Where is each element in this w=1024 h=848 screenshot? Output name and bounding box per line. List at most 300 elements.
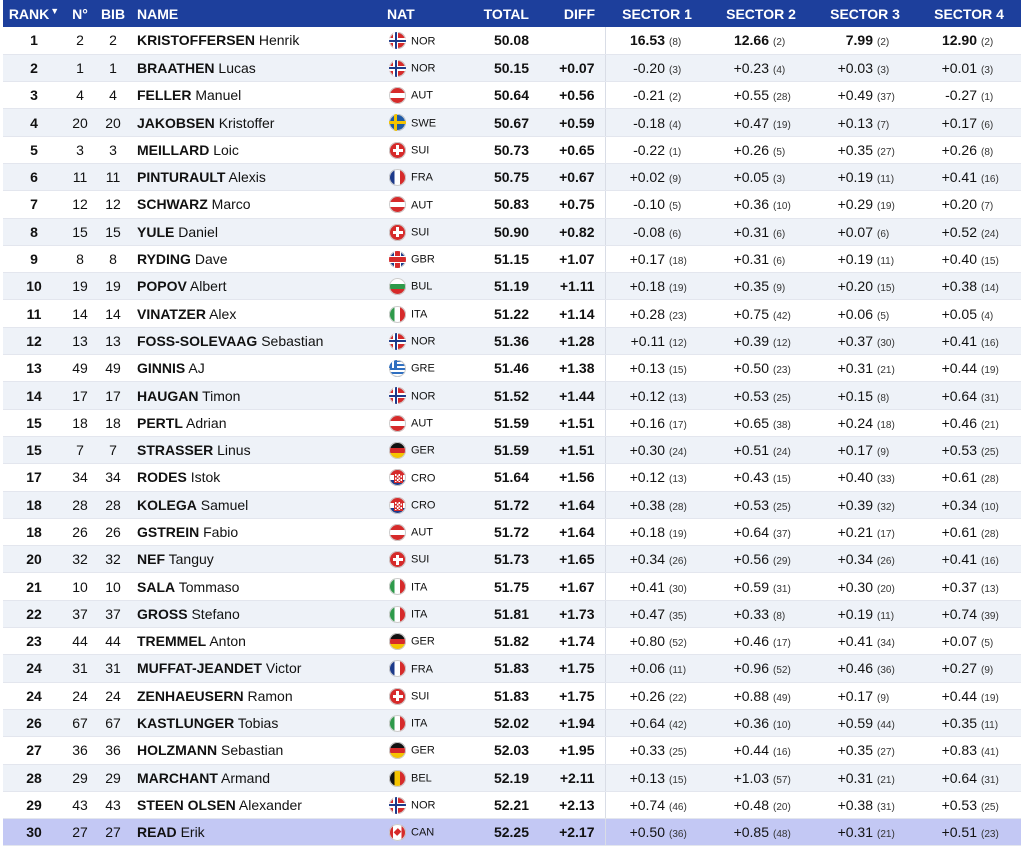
sector-3-cell [813, 436, 917, 463]
sector-3-cell [813, 573, 917, 600]
sector-3-cell [813, 737, 917, 764]
athlete-first-name: Sebastian [221, 742, 284, 759]
athlete-last-name: READ [137, 824, 177, 841]
athlete-name-cell[interactable] [131, 546, 387, 573]
sector-time: +0.39 [837, 496, 873, 513]
sector-position: (1) [669, 146, 682, 158]
nation-code: FRA [411, 171, 433, 184]
athlete-name-cell[interactable] [131, 109, 387, 136]
bul-flag-icon [389, 278, 406, 295]
sector-3-cell [813, 518, 917, 545]
nation-code: NOR [411, 335, 436, 348]
athlete-first-name: Anton [209, 633, 246, 650]
sector-time: +0.46 [837, 660, 873, 677]
sector-2-cell [709, 628, 813, 655]
bib-cell: 27 [95, 819, 131, 846]
sector-3-cell [813, 628, 917, 655]
athlete-name-cell[interactable] [131, 600, 387, 627]
table-row[interactable] [3, 355, 1021, 382]
table-row[interactable] [3, 546, 1021, 573]
sector-position: (12) [773, 337, 791, 349]
col-no[interactable]: N° [72, 5, 88, 22]
bib-cell: 3 [95, 136, 131, 163]
sector-3-cell [813, 409, 917, 436]
sector-4-cell [917, 819, 1021, 846]
sector-time: +0.53 [733, 496, 769, 513]
sector-position: (36) [877, 665, 895, 677]
sector-time: -0.21 [633, 87, 665, 104]
sector-time: +0.41 [941, 169, 977, 186]
total-time-cell: 50.15 [467, 54, 541, 81]
rank-cell: 18 [3, 518, 65, 545]
sector-position: (28) [669, 501, 687, 513]
col-sector-4[interactable]: SECTOR 4 [934, 5, 1004, 22]
number-cell: 26 [65, 518, 95, 545]
col-sector-3[interactable]: SECTOR 3 [830, 5, 900, 22]
sector-time: +0.52 [941, 223, 977, 240]
table-row[interactable] [3, 573, 1021, 600]
sector-time: +0.31 [733, 251, 769, 268]
sector-time: +0.88 [733, 687, 769, 704]
sector-4-cell [917, 218, 1021, 245]
diff-cell: +0.59 [541, 109, 605, 136]
sector-position: (11) [981, 720, 999, 732]
sector-1-cell [605, 518, 709, 545]
rank-cell: 15 [3, 409, 65, 436]
sector-time: +0.59 [837, 715, 873, 732]
diff-cell: +0.82 [541, 218, 605, 245]
athlete-name-cell[interactable] [131, 300, 387, 327]
diff-cell: +0.65 [541, 136, 605, 163]
table-row[interactable] [3, 245, 1021, 272]
athlete-first-name: Ramon [247, 687, 293, 704]
table-row[interactable] [3, 54, 1021, 81]
athlete-last-name: YULE [137, 223, 175, 240]
nation-cell [387, 382, 467, 409]
table-row[interactable] [3, 464, 1021, 491]
athlete-name-cell[interactable] [131, 573, 387, 600]
sector-time: +0.24 [837, 414, 873, 431]
sector-1-cell [605, 573, 709, 600]
athlete-name-cell[interactable] [131, 464, 387, 491]
number-cell: 49 [65, 355, 95, 382]
sector-position: (25) [669, 747, 687, 759]
sector-3-cell [813, 136, 917, 163]
sector-1-cell [605, 791, 709, 818]
sector-1-cell [605, 546, 709, 573]
athlete-first-name: Marco [211, 196, 251, 213]
sector-4-cell [917, 273, 1021, 300]
total-time-cell: 50.73 [467, 136, 541, 163]
nor-flag-icon [389, 32, 406, 49]
bib-cell: 37 [95, 600, 131, 627]
sector-position: (18) [877, 419, 895, 431]
sector-time: -0.20 [633, 59, 665, 76]
athlete-name-cell[interactable] [131, 355, 387, 382]
sector-position: (14) [981, 283, 999, 295]
athlete-first-name: Fabio [203, 523, 239, 540]
sector-position: (8) [981, 146, 994, 158]
athlete-last-name: RYDING [137, 251, 191, 268]
athlete-last-name: FOSS-SOLEVAAG [137, 332, 258, 349]
diff-cell: +1.56 [541, 464, 605, 491]
rank-cell: 18 [3, 491, 65, 518]
athlete-name-cell[interactable] [131, 191, 387, 218]
nation-cell [387, 109, 467, 136]
sector-time: +0.80 [629, 633, 665, 650]
table-row[interactable] [3, 27, 1021, 54]
sector-3-cell [813, 218, 917, 245]
athlete-name-cell[interactable] [131, 82, 387, 109]
bib-cell: 44 [95, 628, 131, 655]
athlete-name-cell[interactable] [131, 764, 387, 791]
athlete-name-cell[interactable] [131, 136, 387, 163]
table-row[interactable] [3, 109, 1021, 136]
athlete-first-name: Dave [194, 251, 228, 268]
nation-code: SUI [411, 226, 430, 239]
sector-3-cell [813, 764, 917, 791]
sector-position: (19) [669, 283, 687, 295]
sector-time: +0.20 [837, 278, 873, 295]
total-time-cell: 51.22 [467, 300, 541, 327]
diff-cell: +1.64 [541, 491, 605, 518]
sector-4-cell [917, 300, 1021, 327]
table-row[interactable] [3, 655, 1021, 682]
sector-time: -0.10 [633, 196, 665, 213]
sector-1-cell [605, 109, 709, 136]
table-row[interactable] [3, 436, 1021, 463]
nor-flag-icon [389, 333, 406, 350]
sector-time: +0.07 [837, 223, 873, 240]
sector-time: +0.26 [629, 687, 665, 704]
nation-code: NOR [411, 389, 436, 402]
athlete-name-cell[interactable] [131, 327, 387, 354]
bib-cell: 13 [95, 327, 131, 354]
nation-code: BEL [411, 772, 432, 785]
diff-cell: +1.67 [541, 573, 605, 600]
sector-time: +0.31 [837, 360, 873, 377]
total-time-cell: 50.83 [467, 191, 541, 218]
sector-1-cell [605, 300, 709, 327]
sector-3-cell [813, 655, 917, 682]
sector-4-cell [917, 491, 1021, 518]
sector-position: (41) [981, 747, 999, 759]
sector-3-cell [813, 819, 917, 846]
sector-time: +0.46 [941, 414, 977, 431]
athlete-name-cell[interactable] [131, 709, 387, 736]
table-row[interactable] [3, 764, 1021, 791]
ita-flag-icon [389, 606, 406, 623]
sector-1-cell [605, 819, 709, 846]
sort-down-icon[interactable]: ▼ [50, 5, 60, 16]
sector-2-cell [709, 491, 813, 518]
athlete-name-cell[interactable] [131, 518, 387, 545]
athlete-last-name: JAKOBSEN [137, 114, 215, 131]
athlete-name-cell[interactable] [131, 163, 387, 190]
athlete-name-cell[interactable] [131, 791, 387, 818]
diff-cell [541, 27, 605, 54]
number-cell: 12 [65, 191, 95, 218]
sector-time: +0.61 [941, 469, 977, 486]
sector-time: +0.56 [733, 551, 769, 568]
col-diff[interactable]: DIFF [563, 5, 595, 22]
sector-1-cell [605, 655, 709, 682]
table-row[interactable] [3, 163, 1021, 190]
total-time-cell: 51.36 [467, 327, 541, 354]
sector-1-cell [605, 245, 709, 272]
sector-position: (9) [773, 283, 786, 295]
rank-cell: 27 [3, 737, 65, 764]
bib-cell: 43 [95, 791, 131, 818]
sector-4-cell [917, 518, 1021, 545]
sector-position: (6) [669, 228, 682, 240]
col-bib[interactable]: BIB [100, 5, 126, 22]
total-time-cell: 51.72 [467, 518, 541, 545]
total-time-cell: 51.46 [467, 355, 541, 382]
col-sector-2[interactable]: SECTOR 2 [726, 5, 796, 22]
athlete-first-name: Henrik [258, 32, 300, 49]
sector-time: -0.08 [633, 223, 665, 240]
sector-4-cell [917, 382, 1021, 409]
nation-cell [387, 682, 467, 709]
sector-2-cell [709, 273, 813, 300]
col-name[interactable]: NAME [137, 5, 179, 22]
sector-3-cell [813, 245, 917, 272]
athlete-name-cell[interactable] [131, 436, 387, 463]
athlete-first-name: Albert [189, 278, 227, 295]
table-row[interactable] [3, 518, 1021, 545]
nation-cell [387, 27, 467, 54]
sector-3-cell [813, 300, 917, 327]
sector-time: +0.37 [837, 332, 873, 349]
table-row[interactable] [3, 737, 1021, 764]
athlete-name-cell[interactable] [131, 382, 387, 409]
sector-time: +0.35 [733, 278, 769, 295]
sector-time: +0.35 [941, 715, 977, 732]
col-nat[interactable]: NAT [387, 5, 415, 22]
sector-position: (6) [981, 119, 994, 131]
nation-code: NOR [411, 62, 436, 75]
table-row[interactable] [3, 191, 1021, 218]
athlete-name-cell[interactable] [131, 737, 387, 764]
rank-cell: 12 [3, 327, 65, 354]
diff-cell: +1.11 [541, 273, 605, 300]
number-cell: 36 [65, 737, 95, 764]
athlete-name-cell[interactable] [131, 218, 387, 245]
sector-2-cell [709, 355, 813, 382]
sector-position: (15) [877, 283, 895, 295]
number-cell: 31 [65, 655, 95, 682]
table-row[interactable] [3, 382, 1021, 409]
sector-3-cell [813, 600, 917, 627]
sector-4-cell [917, 82, 1021, 109]
sector-position: (37) [877, 92, 895, 104]
sector-position: (11) [877, 174, 895, 186]
bib-cell: 15 [95, 218, 131, 245]
bib-cell: 17 [95, 382, 131, 409]
number-cell: 15 [65, 218, 95, 245]
sector-position: (6) [877, 228, 890, 240]
sector-1-cell [605, 136, 709, 163]
table-row[interactable] [3, 682, 1021, 709]
sector-3-cell [813, 273, 917, 300]
sector-2-cell [709, 709, 813, 736]
sector-time: +0.33 [733, 605, 769, 622]
athlete-last-name: TREMMEL [137, 633, 207, 650]
nation-cell [387, 764, 467, 791]
sector-time: +0.11 [630, 332, 665, 349]
diff-cell: +1.65 [541, 546, 605, 573]
col-sector-1[interactable]: SECTOR 1 [622, 5, 692, 22]
athlete-name-cell[interactable] [131, 655, 387, 682]
nation-cell [387, 191, 467, 218]
sector-position: (4) [773, 64, 786, 76]
sector-position: (36) [669, 829, 687, 841]
table-row[interactable] [3, 136, 1021, 163]
sector-time: +0.31 [837, 824, 873, 841]
athlete-first-name: Linus [217, 442, 251, 459]
sector-time: +0.05 [941, 305, 977, 322]
nation-code: GER [411, 444, 435, 457]
table-row[interactable] [3, 300, 1021, 327]
diff-cell: +1.95 [541, 737, 605, 764]
sector-time: +0.23 [733, 59, 769, 76]
table-row[interactable] [3, 409, 1021, 436]
sector-time: +0.50 [733, 360, 769, 377]
rank-cell: 30 [3, 819, 65, 846]
sector-4-cell [917, 628, 1021, 655]
sector-time: +0.31 [837, 769, 873, 786]
athlete-name-cell[interactable] [131, 27, 387, 54]
sector-time: +0.44 [733, 742, 769, 759]
sector-position: (11) [669, 665, 687, 677]
diff-cell: +0.56 [541, 82, 605, 109]
table-row[interactable] [3, 327, 1021, 354]
diff-cell: +1.74 [541, 628, 605, 655]
athlete-first-name: Adrian [186, 414, 227, 431]
sector-time: +0.83 [941, 742, 977, 759]
sector-3-cell [813, 327, 917, 354]
sector-position: (4) [669, 119, 682, 131]
athlete-name-cell[interactable] [131, 628, 387, 655]
table-row[interactable] [3, 791, 1021, 818]
sector-time: +0.44 [941, 360, 977, 377]
col-rank[interactable]: RANK▼ [8, 5, 60, 22]
bib-cell: 1 [95, 54, 131, 81]
sector-time: +0.13 [629, 360, 665, 377]
athlete-name-cell[interactable] [131, 682, 387, 709]
sector-3-cell [813, 709, 917, 736]
sector-time: +0.85 [733, 824, 769, 841]
sector-time: +0.64 [941, 387, 977, 404]
rank-cell: 9 [3, 245, 65, 272]
sector-4-cell [917, 163, 1021, 190]
sector-2-cell [709, 382, 813, 409]
sector-4-cell [917, 573, 1021, 600]
athlete-name-cell[interactable] [131, 54, 387, 81]
bib-cell: 11 [95, 163, 131, 190]
table-row[interactable] [3, 819, 1021, 846]
sector-time: +0.41 [629, 578, 665, 595]
table-row[interactable] [3, 218, 1021, 245]
sector-1-cell [605, 218, 709, 245]
rank-cell: 21 [3, 573, 65, 600]
sector-time: +0.34 [837, 551, 873, 568]
sector-time: +0.19 [837, 169, 873, 186]
athlete-last-name: KRISTOFFERSEN [137, 32, 255, 49]
rank-cell: 17 [3, 464, 65, 491]
number-cell: 24 [65, 682, 95, 709]
athlete-name-cell[interactable] [131, 273, 387, 300]
aut-flag-icon [389, 524, 406, 541]
sector-position: (3) [669, 64, 682, 76]
sector-time: +0.21 [837, 523, 873, 540]
table-row[interactable] [3, 82, 1021, 109]
athlete-name-cell[interactable] [131, 409, 387, 436]
rank-cell: 28 [3, 764, 65, 791]
fra-flag-icon [389, 660, 406, 677]
sector-2-cell [709, 737, 813, 764]
table-row[interactable] [3, 273, 1021, 300]
table-row[interactable] [3, 628, 1021, 655]
sector-position: (26) [669, 556, 687, 568]
sector-position: (23) [773, 365, 791, 377]
sector-2-cell [709, 764, 813, 791]
nation-code: SUI [411, 553, 430, 566]
gre-flag-icon [389, 360, 406, 377]
athlete-last-name: MARCHANT [137, 769, 218, 786]
table-row[interactable] [3, 709, 1021, 736]
sector-position: (24) [669, 447, 687, 459]
athlete-name-cell[interactable] [131, 245, 387, 272]
table-row[interactable] [3, 491, 1021, 518]
table-row[interactable] [3, 600, 1021, 627]
sector-position: (16) [981, 174, 999, 186]
sector-position: (23) [981, 829, 999, 841]
sector-position: (30) [669, 583, 687, 595]
rank-cell: 24 [3, 655, 65, 682]
sector-time: +0.27 [941, 660, 977, 677]
nation-cell [387, 163, 467, 190]
sector-2-cell [709, 136, 813, 163]
sector-time: +0.53 [733, 387, 769, 404]
sector-1-cell [605, 600, 709, 627]
nation-cell [387, 54, 467, 81]
sector-position: (17) [877, 528, 895, 540]
athlete-name-cell[interactable] [131, 819, 387, 846]
total-time-cell: 52.19 [467, 764, 541, 791]
nation-code: NOR [411, 34, 436, 47]
athlete-first-name: Alex [209, 305, 237, 322]
sector-position: (2) [773, 37, 786, 49]
nation-cell [387, 546, 467, 573]
aut-flag-icon [389, 415, 406, 432]
number-cell: 2 [65, 27, 95, 54]
sector-position: (46) [669, 801, 687, 813]
sector-position: (2) [669, 92, 682, 104]
sector-position: (19) [981, 365, 999, 377]
sector-position: (3) [981, 64, 994, 76]
sector-1-cell [605, 737, 709, 764]
sector-position: (26) [877, 556, 895, 568]
athlete-name-cell[interactable] [131, 491, 387, 518]
nation-code: ITA [411, 308, 428, 321]
number-cell: 7 [65, 436, 95, 463]
sector-2-cell [709, 573, 813, 600]
sector-time: +0.74 [941, 605, 977, 622]
sector-time: +0.51 [733, 442, 769, 459]
col-total[interactable]: TOTAL [483, 5, 529, 22]
